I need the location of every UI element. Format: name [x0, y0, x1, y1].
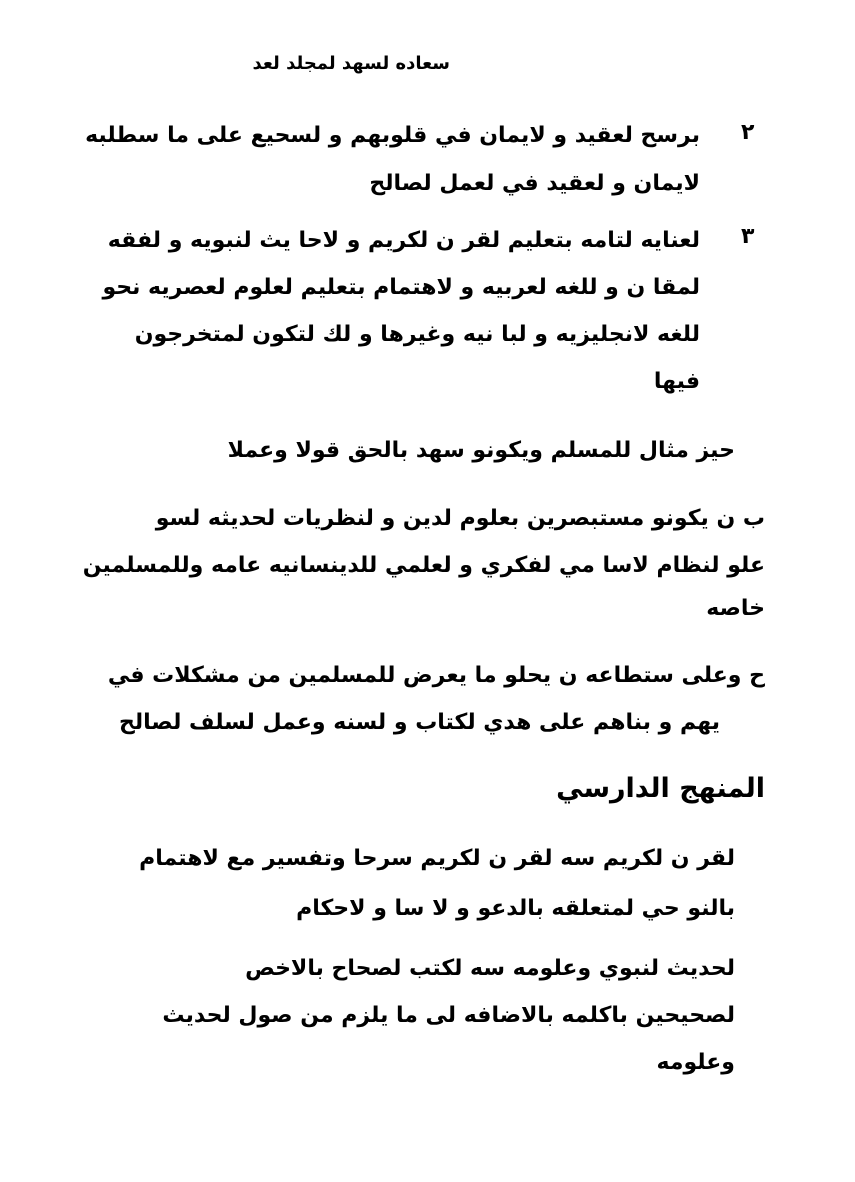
item-line: لعنايه لتامه بتعليم لقر ن لكريم و لاحا يث لنبويه و لفقه [107, 228, 700, 253]
section-paragraph-line: وعلومه [656, 1050, 735, 1075]
page-header: سعاده لسهد لمجلد لعد [252, 53, 450, 74]
section-paragraph-line: لقر ن لكريم سه لقر ن لكريم سرحا وتفسير مع لاهتمام [139, 846, 735, 871]
item-line: لمقا ن و للغه لعربيه و لاهتمام بتعليم لعلوم لعصريه نحو [102, 275, 700, 300]
section-paragraph-line: بالنو حي لمتعلقه بالدعو و لا سا و لاحكام [296, 896, 735, 921]
paragraph-line: حيز مثال للمسلم ويكونو سهد بالحق قولا وعملا [227, 438, 735, 463]
paragraph-line: علو لنظام لاسا مي لفكري و لعلمي للدينسانيه عامه وللمسلمين [82, 553, 765, 578]
item-line: للغه لانجليزيه و لبا نيه وغيرها و لك لتكون لمتخرجون [134, 322, 700, 347]
section-paragraph-line: لصحيحين باكلمه بالاضافه لى ما يلزم من صول لحديث [162, 1003, 735, 1028]
paragraph-line: خاصه [706, 596, 765, 621]
item-number: ٢ [741, 120, 755, 145]
item-line: لايمان و لعقيد في لعمل لصالح [369, 171, 700, 196]
item-line: برسح لعقيد و لايمان في قلوبهم و لسحيع على ما سطلبه [85, 123, 700, 148]
item-line: فيها [653, 369, 700, 394]
paragraph-line: ح وعلى ستطاعه ن يحلو ما يعرض للمسلمين من مشكلات في [107, 663, 765, 688]
paragraph-line: ب ن يكونو مستبصرين بعلوم لدين و لنظريات لحديثه لسو [155, 506, 765, 531]
section-paragraph-line: لحديث لنبوي وعلومه سه لكتب لصحاح بالاخص [245, 956, 735, 981]
item-number: ٣ [741, 224, 755, 249]
paragraph-line: يهم و بناهم على هدي لكتاب و لسنه وعمل لسلف لصالح [119, 710, 720, 735]
section-heading: المنهج الدارسي [556, 773, 765, 804]
